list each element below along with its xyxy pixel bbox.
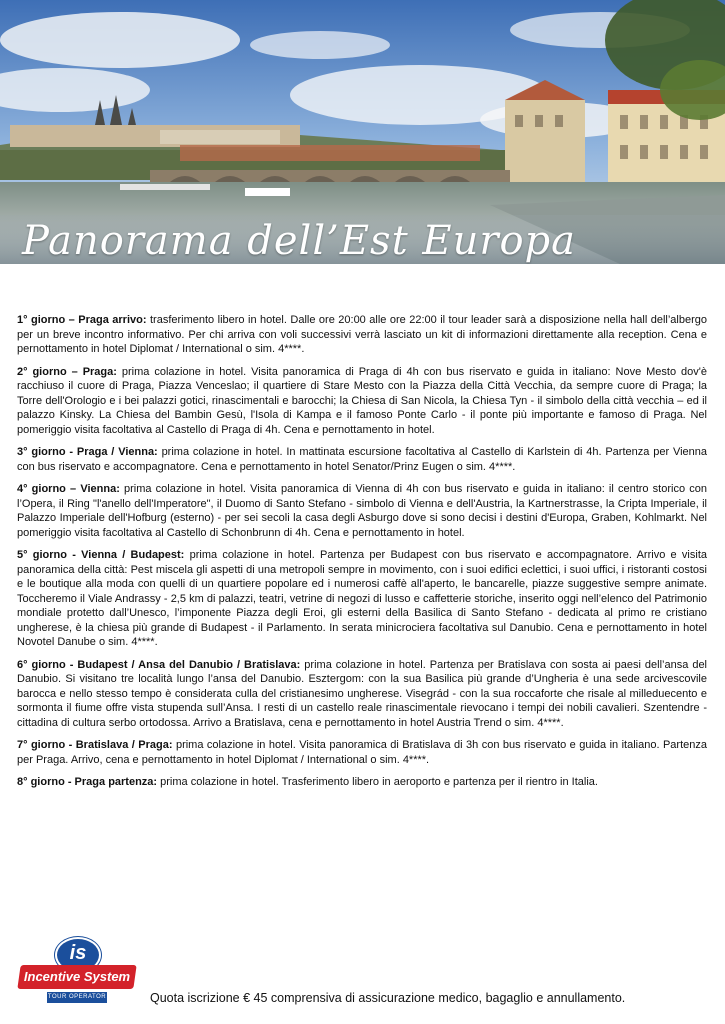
itinerary-day-3 — [17, 445, 707, 474]
incentive-system-logo — [17, 937, 137, 1007]
hero-title: Panorama dell’Est Europa — [22, 218, 576, 264]
itinerary-day-6 — [17, 658, 707, 731]
day-title: 7° giorno - Bratislava / Praga: — [17, 739, 173, 751]
itinerary-day-5 — [17, 548, 707, 650]
itinerary-day-7 — [17, 738, 707, 767]
itinerary-day-4 — [17, 482, 707, 540]
day-text: prima colazione in hotel. Trasferimento libero in aeroporto e partenza per il rientro in Italia. — [157, 776, 598, 788]
day-title: 8° giorno - Praga partenza: — [17, 776, 158, 788]
itinerary — [17, 313, 707, 798]
day-title: 4° giorno – Vienna: — [17, 483, 120, 495]
day-text: prima colazione in hotel. Partenza per Budapest con bus riservato e accompagnatore. Arrivo e visita panoramica della città: Pest miscela gli aspetti di una metropoli sempre in movimento, con i suoi edifici eclettici, i suoi uffici, i ristoranti costosi e le boutique alla moda con quelli di un quartiere popolare ed i numerosi caffè all'aperto, le bancarelle, piazze suggestive sempre animate. Toccheremo il Viale Andrassy - 2,5 km di palazzi, teatri, vetrine di negozi di lusso e caffetterie storiche, inserito oggi nell’elenco del Patrimonio mondiale protetto dall’Unesco, l’imponente Piazza degli Eroi, gli esterni della Basilica di Santo Stefano - dedicata al primo re cristiano ungherese, è la chiesa più grande di Budapest - il Parlamento. In serata minicrociera facoltativa sul Danubio. Cena e pernottamento in hotel Novotel Danube o sim. 4****. — [17, 549, 707, 648]
day-text: trasferimento libero in hotel. Dalle ore 20:00 alle ore 22:00 il tour leader sarà a disposizione nella hall dell’albergo per un breve incontro informativo. Per chi arriva con voli successivi verrà lasciato un kit di informazioni direttamente alla reception. Cena e pernottamento in hotel Diplomat / International o sim. 4****. — [17, 314, 707, 355]
itinerary-day-2 — [17, 365, 707, 438]
day-title: 5° giorno - Vienna / Budapest: — [17, 549, 185, 561]
day-text: prima colazione in hotel. Partenza per Bratislava con sosta ai paesi dell’ansa del Danubio. Si visitano tre località lungo l’ansa del Danubio. Esztergom: con la sua Basilica più grande d’Ungheria è una sede arcivescovile barocca e nello stesso tempo è considerata culla del cristianesimo ungherese. Visegrád - con la sua roccaforte che risale al milleduecento e sormonta il fiume offre vista stupenda sull’Ansa. I resti di un castello reale rinascimentale rievocano i tempi dei nobili cavalieri. Szentendre - cittadina di cultura serbo ortodossa. Arrivo a Bratislava, cena e pernottamento in hotel Austria Trend o sim. 4****. — [17, 658, 708, 729]
day-title: 3° giorno - Praga / Vienna: — [17, 446, 158, 458]
day-text: prima colazione in hotel. In mattinata escursione facoltativa al Castello di Karlstein di 4h. Partenza per Vienna con bus riservato e accompagnatore. Cena e pernottamento in hotel Senator/Prinz Eugen o sim. 4****. — [17, 446, 707, 473]
day-text: prima colazione in hotel. Visita panoramica di Vienna di 4h con bus riservato e guida in italiano: il centro storico con l’Opera, il Ring "l'anello dell'Imperatore", il Duomo di Santo Stefano - simbolo di Vienna e dell'Austria, la Kartnerstrasse, la Cripta Imperiale, il Palazzo Imperiale dell'Hofburg (esterno) - per sei secoli la casa degli Asburgo dove si sono decisi i destini d'Europa, Graben, Kohlmarkt. Nel pomeriggio visita facoltativa al Castello di Schonbrunn di 4h. Cena e pernottamento in hotel. — [17, 483, 707, 539]
itinerary-day-1 — [17, 313, 707, 357]
logo-mark-text: is — [69, 942, 87, 964]
logo-tagline: TOUR OPERATOR — [47, 992, 107, 1003]
registration-fee-note: Quota iscrizione € 45 comprensiva di assicurazione medico, bagaglio e annullamento. — [150, 991, 626, 1005]
hero-banner — [0, 0, 725, 264]
day-text: prima colazione in hotel. Visita panoramica di Praga di 4h con bus riservato e guida in italiano: Nove Mesto dov'è racchiuso il cuore di Praga, Piazza Venceslao; il quartiere di Stare Mesto con la Piazza della Città Vecchia, da sempre cuore di Praga; la Torre dell'Orologio e i bei palazzi gotici, rinascimentali e barocchi; la Chiesa di San Nicola, la Chiesa Tyn - il simbolo della città vecchia – ed il palazzo Kinsky. La Chiesa del Bambin Gesù, l'Isola di Kampa e il famoso Ponte Carlo - il ponte più importante e famoso di Praga. Nel pomeriggio visita facoltativa al Castello di Praga di 4h. Cena e pernottamento in hotel. — [17, 365, 707, 436]
day-title: 2° giorno – Praga: — [17, 365, 117, 378]
logo-name: Incentive System — [23, 969, 131, 984]
itinerary-day-8 — [17, 775, 707, 790]
day-title: 6° giorno - Budapest / Ansa del Danubio / Bratislava: — [17, 658, 301, 671]
logo-name-band — [17, 965, 136, 989]
day-title: 1° giorno – Praga arrivo: — [17, 314, 147, 326]
day-text: prima colazione in hotel. Visita panoramica di Bratislava di 3h con bus riservato e guida in italiano. Partenza per Praga. Arrivo, cena e pernottamento in hotel Diplomat / International o sim. 4****. — [17, 739, 708, 766]
